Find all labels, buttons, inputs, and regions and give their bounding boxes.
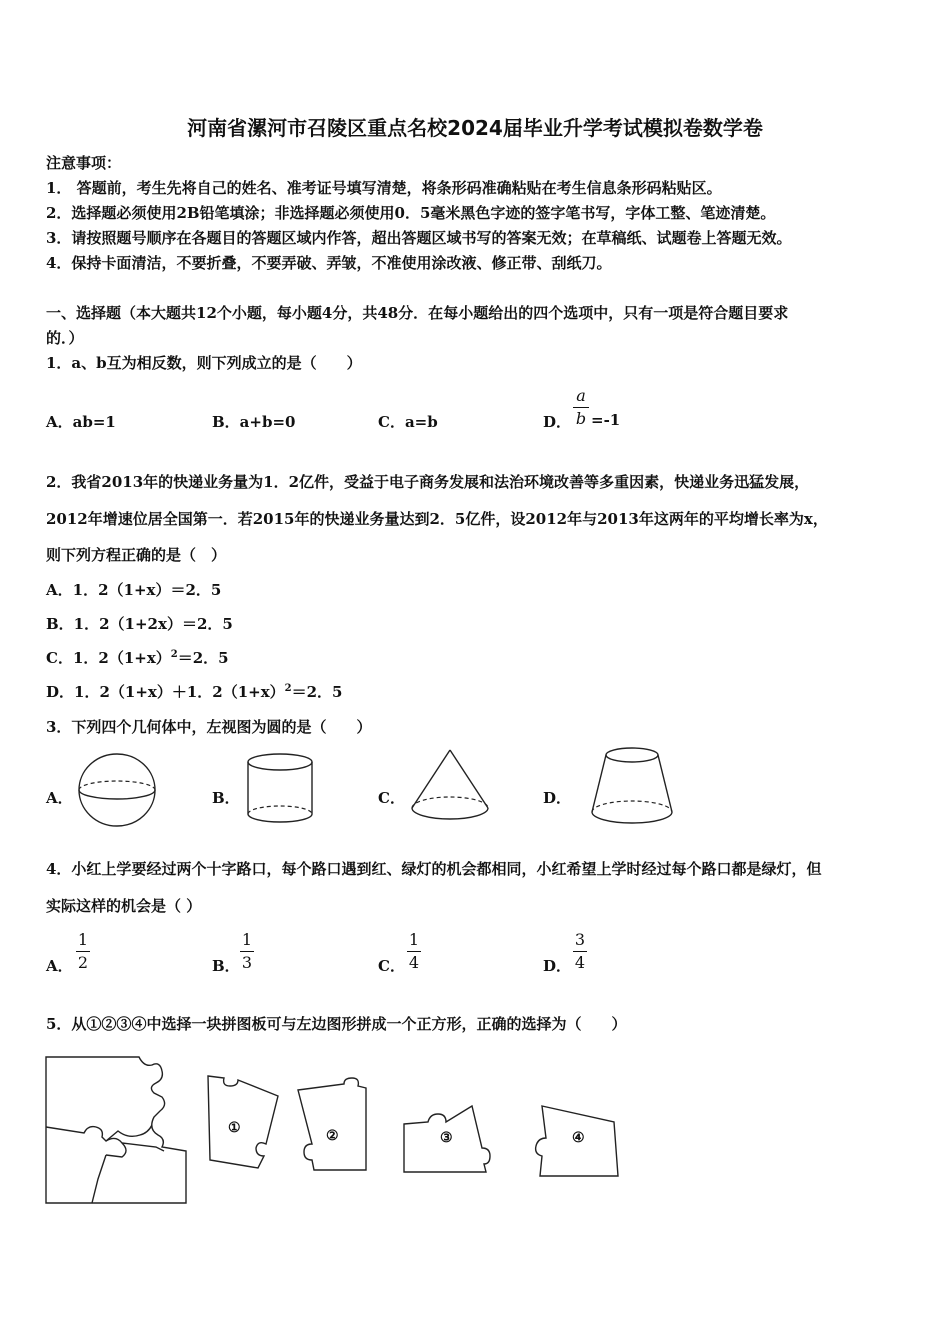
q2-stem-line3: 则下列方程正确的是（ ）	[46, 546, 227, 564]
q4-option-b-fraction: 1 3	[241, 930, 253, 972]
puzzle-main-figure	[44, 1055, 190, 1205]
page-title: 河南省漯河市召陵区重点名校2024届毕业升学考试模拟卷数学卷	[187, 116, 763, 140]
q1-option-a: A．ab=1	[46, 413, 116, 431]
puzzle-piece-2	[296, 1078, 372, 1174]
cone-figure	[406, 746, 496, 826]
q1-option-c: C．a=b	[378, 413, 438, 431]
notice-item-4: 4．保持卡面清洁，不要折叠，不要弄破、弄皱，不准使用涂改液、修正带、刮纸刀。	[46, 254, 612, 272]
q1-option-d-rest: =-1	[591, 411, 621, 429]
section1-heading-cont: 的．）	[46, 329, 84, 347]
frustum-figure	[588, 746, 680, 832]
q3-option-d-label: D．	[543, 789, 572, 807]
notice-item-2: 2．选择题必须使用2B铅笔填涂；非选择题必须使用0．5毫米黑色字迹的签字笔书写，字体工整、笔迹清楚。	[46, 204, 776, 222]
q2-option-b: B．1．2（1+2x）＝2．5	[46, 615, 233, 633]
q3-stem: 3．下列四个几何体中，左视图为圆的是（ ）	[46, 718, 372, 736]
q1-option-d-fraction	[573, 386, 589, 429]
q5-stem: 5．从①②③④中选择一块拼图板可与左边图形拼成一个正方形，正确的选择为（ ）	[46, 1015, 627, 1033]
notice-item-1: 1． 答题前，考生先将自己的姓名、准考证号填写清楚，将条形码准确粘贴在考生信息条形码粘贴区。	[46, 179, 722, 197]
q1-d-denominator: b	[575, 409, 587, 428]
piece-4-label: ④	[572, 1130, 585, 1146]
q4-option-a-label: A．	[46, 957, 73, 975]
q4-stem-line2: 实际这样的机会是（ ）	[46, 897, 202, 915]
q2-stem-line1: 2．我省2013年的快递业务量为1．2亿件，受益于电子商务发展和法治环境改善等多重因素，快递业务迅猛发展，	[46, 473, 810, 491]
q3-option-a-label: A．	[46, 789, 73, 807]
q2-option-d: D．1．2（1+x）＋1．$2(1+x)^2=2$．5	[46, 683, 343, 701]
puzzle-piece-4	[534, 1098, 624, 1180]
q3-option-c-label: C．	[378, 789, 405, 807]
section1-heading: 一、选择题（本大题共12个小题，每小题4分，共48分．在每小题给出的四个选项中，只有一项是符合题目要求	[46, 304, 789, 322]
puzzle-piece-1	[204, 1072, 284, 1172]
piece-3-label: ③	[440, 1130, 453, 1146]
q4-option-d-label: D．	[543, 957, 572, 975]
q4-option-a-fraction: 1 2	[77, 930, 89, 972]
puzzle-piece-3	[400, 1102, 500, 1176]
q1-option-d-label: D．	[543, 413, 572, 431]
piece-2-label: ②	[326, 1128, 339, 1144]
q2-option-a: A．1．2（1+x）＝2．5	[46, 581, 222, 599]
q4-option-b-label: B．	[212, 957, 240, 975]
q1-option-b: B．a+b=0	[212, 413, 296, 431]
q2-option-c: C．1．$2(1+x)^2=2$．5	[46, 649, 229, 667]
cylinder-figure	[244, 752, 320, 826]
q4-option-c-fraction: 1 4	[408, 930, 420, 972]
notice-heading: 注意事项：	[46, 154, 122, 172]
q4-option-c-label: C．	[378, 957, 405, 975]
sphere-figure	[74, 752, 160, 828]
q2-stem-line2: 2012年增速位居全国第一．若2015年的快递业务量达到2．5亿件，设2012年与2013年这两年的平均增长率为x，	[46, 510, 828, 528]
notice-item-3: 3．请按照题号顺序在各题目的答题区域内作答，超出答题区域书写的答案无效；在草稿纸、试题卷上答题无效。	[46, 229, 792, 247]
q4-option-d-fraction: 3 4	[574, 930, 586, 972]
q1-stem: 1．a、b互为相反数，则下列成立的是（ ）	[46, 354, 362, 372]
q3-option-b-label: B．	[212, 789, 240, 807]
piece-1-label: ①	[228, 1120, 241, 1136]
q1-d-numerator: a	[576, 386, 586, 405]
q4-stem-line1: 4．小红上学要经过两个十字路口，每个路口遇到红、绿灯的机会都相同，小红希望上学时经过每个路口都是绿灯，但	[46, 860, 822, 878]
